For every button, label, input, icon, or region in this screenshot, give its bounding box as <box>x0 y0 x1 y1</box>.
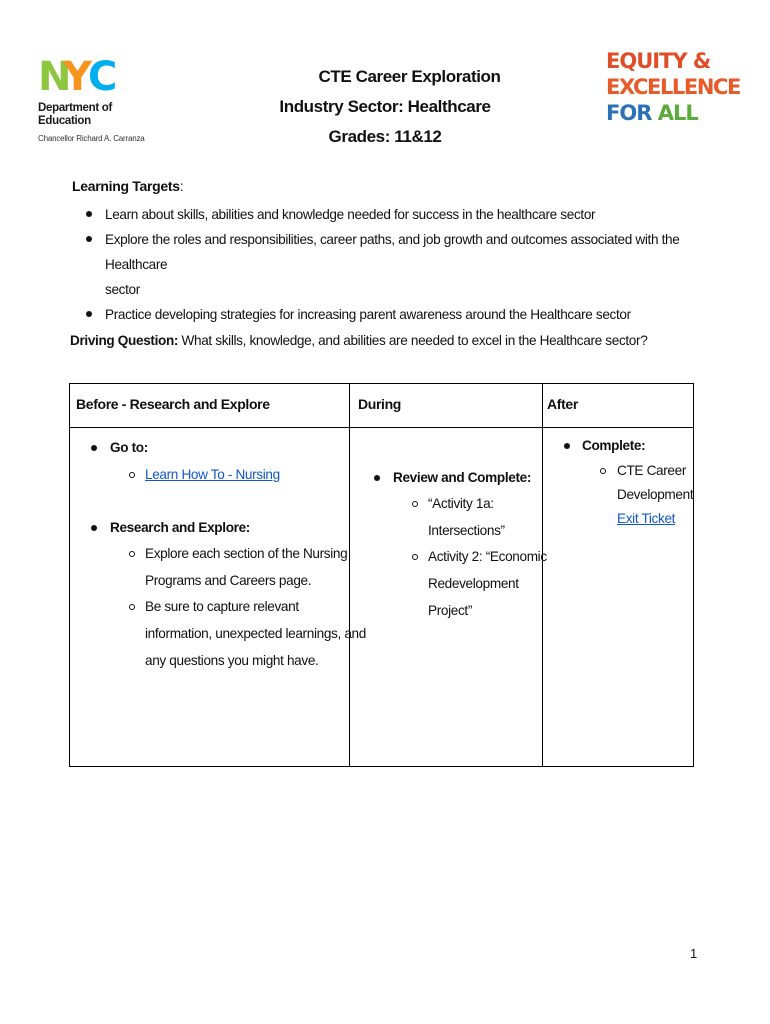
dept-line1: Department of <box>38 102 113 114</box>
bullet-icon <box>86 211 92 217</box>
title-line-3: Grades: 11&12 <box>328 127 442 146</box>
review-complete-label: Review and Complete: <box>393 470 532 485</box>
equity-for: FOR <box>606 101 658 125</box>
list-item <box>70 302 700 327</box>
target-text: Explore the roles and responsibilities, career paths, and job growth and outcomes associated with the Healthcare <box>105 232 680 272</box>
exit-ticket-link[interactable]: Exit Ticket <box>617 511 676 526</box>
driving-question <box>70 333 647 348</box>
equity-line-2: EXCELLENCE <box>606 75 740 99</box>
list-item <box>70 227 700 277</box>
research-sub1-line2: Programs and Careers page. <box>145 573 312 588</box>
cell-during <box>350 428 547 766</box>
circle-bullet-icon <box>412 501 418 507</box>
header-during: During <box>358 396 402 412</box>
during-sub1-line1: “Activity 1a: <box>428 496 494 511</box>
bullet-icon <box>91 445 97 451</box>
header-before: Before - Research and Explore <box>76 396 270 412</box>
target-text: Learn about skills, abilities and knowledge needed for success in the healthcare sector <box>105 207 596 222</box>
bullet-icon <box>374 475 380 481</box>
bullet-icon <box>91 525 97 531</box>
learning-targets-list <box>70 202 700 327</box>
research-sub2-line1: Be sure to capture relevant <box>145 599 299 614</box>
nyc-letter-c: C <box>88 54 118 100</box>
nyc-letter-y: Y <box>63 54 92 100</box>
during-sub2-line1: Activity 2: “Economic <box>428 549 547 564</box>
research-label: Research and Explore: <box>110 520 250 535</box>
driving-question-label: Driving Question: <box>70 333 179 348</box>
bullet-icon <box>86 236 92 242</box>
bullet-icon <box>86 311 92 317</box>
bullet-icon <box>564 443 570 449</box>
activity-table <box>69 383 694 767</box>
learning-targets-heading <box>72 178 183 194</box>
learning-targets-colon: : <box>179 178 184 194</box>
list-item <box>70 202 700 227</box>
research-sub2-line3: any questions you might have. <box>145 653 319 668</box>
page-number: 1 <box>690 946 698 961</box>
cell-before <box>70 428 366 766</box>
learning-targets-label: Learning Targets <box>72 178 180 194</box>
target-text: Practice developing strategies for increasing parent awareness around the Healthcare sector <box>105 307 631 322</box>
title-line-1: CTE Career Exploration <box>318 67 501 86</box>
research-sub1-line1: Explore each section of the Nursing <box>145 546 348 561</box>
header-after: After <box>547 396 578 412</box>
circle-bullet-icon <box>129 472 135 478</box>
after-sub1-line2: Development <box>617 487 694 502</box>
cell-after <box>543 428 693 766</box>
equity-line-3 <box>606 100 736 126</box>
driving-question-text: What skills, knowledge, and abilities are needed to excel in the Healthcare sector? <box>178 333 648 348</box>
learn-how-to-nursing-link[interactable]: Learn How To - Nursing <box>145 467 280 482</box>
nyc-letter-n: N <box>38 54 72 100</box>
target-text: sector <box>105 282 140 297</box>
circle-bullet-icon <box>129 551 135 557</box>
complete-label: Complete: <box>582 438 646 453</box>
list-item-continuation <box>70 277 700 302</box>
chancellor-line: Chancellor Richard A. Carranza <box>38 134 145 143</box>
circle-bullet-icon <box>412 554 418 560</box>
equity-excellence-logo <box>606 48 740 126</box>
after-sub1-line1: CTE Career <box>617 463 687 478</box>
during-sub1-line2: Intersections” <box>428 523 505 538</box>
circle-bullet-icon <box>600 468 606 474</box>
equity-all: ALL <box>657 101 698 125</box>
circle-bullet-icon <box>129 604 135 610</box>
title-line-2: Industry Sector: Healthcare <box>279 97 491 116</box>
equity-line-1: EQUITY & <box>606 49 711 73</box>
research-sub2-line2: information, unexpected learnings, and <box>145 626 366 641</box>
dept-line2: Education <box>38 115 91 127</box>
goto-label: Go to: <box>110 440 148 455</box>
during-sub2-line2: Redevelopment <box>428 576 519 591</box>
during-sub2-line3: Project” <box>428 603 473 618</box>
